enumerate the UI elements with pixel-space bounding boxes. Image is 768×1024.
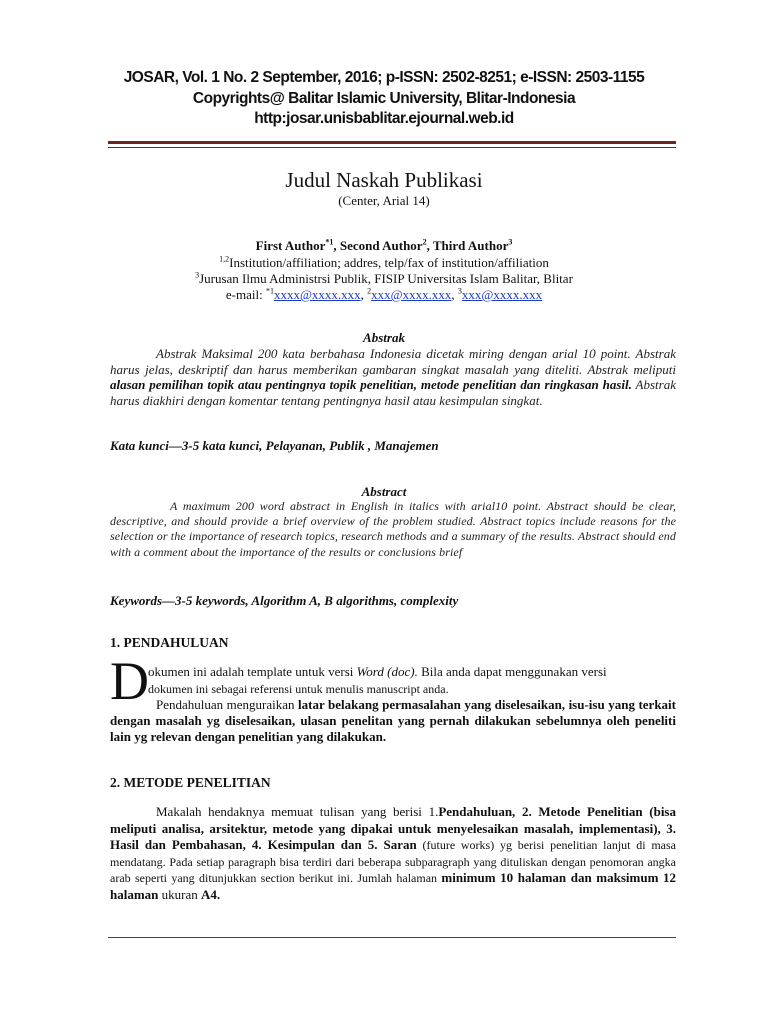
footer-rule	[108, 937, 676, 938]
metode-bold: minimum 10 halaman dan maksimum 12 halaman	[110, 870, 677, 902]
email-link-3[interactable]: xxx@xxxx.xxx	[461, 287, 543, 302]
section-heading-pendahuluan: 1. PENDAHULUAN	[110, 635, 229, 650]
author-3-sup: 3	[508, 237, 513, 247]
abstract-heading: Abstract	[361, 484, 407, 499]
author-list	[0, 238, 768, 254]
affiliation-2-text: Jurusan Ilmu Administrsi Publik, FISIP Universitas Islam Balitar, Blitar	[199, 271, 573, 286]
author-2: Second Author	[339, 238, 423, 253]
metode-text: Makalah hendaknya memuat tulisan yang berisi 1.	[156, 804, 439, 819]
metode-text: (future works)	[416, 838, 495, 852]
paper-subtitle: (Center, Arial 14)	[338, 193, 430, 208]
abstrak-text-2: Abstrak harus diakhiri dengan komentar tentang pentingnya hasil atau kesimpulan singkat.	[110, 377, 676, 408]
abstract-body	[110, 499, 676, 560]
header-rule-thin	[108, 147, 676, 148]
author-1: First Author	[255, 238, 326, 253]
email-link-2[interactable]: xxx@xxxx.xxx	[371, 287, 452, 302]
abstrak-text-1: Abstrak Maksimal 200 kata berbahasa Indonesia dicetak miring dengan arial 10 point. Abstrak harus jelas, deskriptif dan harus memberikan gambaran singkat masalah yang diteliti. Abstrak meliputi	[110, 346, 676, 377]
abstrak-bold: alasan pemilihan topik atau pentingnya topik penelitian, metode penelitian dan ringkasan hasil.	[110, 377, 632, 392]
pendahuluan-text: okumen ini adalah template untuk versi	[148, 664, 357, 679]
section-heading-metode: 2. METODE PENELITIAN	[110, 775, 271, 790]
affiliation-1-text: Institution/affiliation; addres, telp/fax of institution/affiliation	[229, 255, 549, 270]
journal-header-line: JOSAR, Vol. 1 No. 2 September, 2016; p-ISSN: 2502-8251; e-ISSN: 2503-1155	[123, 69, 645, 86]
metode-text: ukuran	[158, 886, 202, 902]
pendahuluan-text: Bila anda dapat menggunakan versi	[417, 664, 607, 679]
email-link-1[interactable]: xxxx@xxxx.xxx	[273, 287, 361, 302]
affiliation-2	[0, 271, 768, 287]
author-2-sup: 2	[422, 237, 427, 247]
pendahuluan-bold: latar belakang permasalahan yang diselesaikan, isu-isu yang terkait dengan masalah yg diselesaikan, ulasan penelitan yang pernah dilakukan sebelumnya oleh peneliti lain yg relevan dengan penelitian yang dilakukan.	[110, 697, 676, 744]
email-1-sup: *1	[265, 286, 274, 296]
abstract-text: A maximum 200 word abstract in English in italics with arial10 point. Abstract should be clear, descriptive, and should provide a brief overview of the problem studied. Abstract topics include reasons for the selection or the importance of research topics, research methods and a summary of the results. Abstract should end with a comment about the importance of the results or conclusions brief	[110, 499, 676, 559]
author-separator: ,	[426, 238, 433, 253]
email-line	[0, 287, 768, 303]
email-3-sup: 3	[457, 286, 462, 296]
abstrak-body	[110, 346, 676, 408]
pendahuluan-text: dokumen ini sebagai referensi untuk menulis manuscript anda.	[148, 682, 449, 696]
email-label: e-mail:	[225, 287, 266, 302]
pendahuluan-paragraph-2	[110, 697, 676, 745]
pendahuluan-text: Pendahuluan menguraikan	[156, 697, 299, 712]
drop-cap: D	[110, 651, 149, 711]
email-separator: ,	[360, 287, 368, 302]
affiliation-1-sup: 1,2	[219, 254, 230, 264]
author-1-sup: *1	[325, 237, 334, 247]
abstrak-heading: Abstrak	[363, 330, 405, 345]
pendahuluan-paragraph-1	[148, 663, 676, 698]
affiliation-1	[0, 255, 768, 271]
metode-paragraph	[110, 804, 676, 903]
copyright-line: Copyrights@ Balitar Islamic University, Blitar-Indonesia	[192, 90, 576, 107]
metode-bold: Pendahuluan, 2. Metode Penelitian (bisa meliputi analisa, arsitektur, metode yang dipakai untuk menyelesaikan masalah, implementasi), 3. Hasil dan Pembahasan, 4. Kesimpulan dan 5. Saran	[110, 804, 676, 852]
email-separator: ,	[451, 287, 458, 302]
paper-title: Judul Naskah Publikasi	[285, 168, 483, 192]
affiliation-2-sup: 3	[195, 270, 200, 280]
metode-bold: A4.	[201, 886, 221, 902]
email-2-sup: 2	[367, 286, 372, 296]
author-separator: ,	[333, 238, 340, 253]
journal-url[interactable]: http:josar.unisbablitar.ejournal.web.id	[254, 110, 514, 127]
metode-text: yg berisi penelitian lanjut di masa mendatang. Pada setiap paragraph bisa terdiri dari beberapa subparagraph yang dituliskan dengan penomoran angka arab seperti yang ditunjukkan section berikut ini. Jumlah halaman	[110, 838, 676, 885]
kata-kunci: Kata kunci—3-5 kata kunci, Pelayanan, Publik , Manajemen	[110, 438, 439, 453]
header-rule-thick	[108, 141, 676, 144]
author-3: Third Author	[432, 238, 509, 253]
keywords: Keywords—3-5 keywords, Algorithm A, B algorithms, complexity	[110, 593, 459, 608]
pendahuluan-word-italic: Word (doc).	[356, 664, 418, 679]
